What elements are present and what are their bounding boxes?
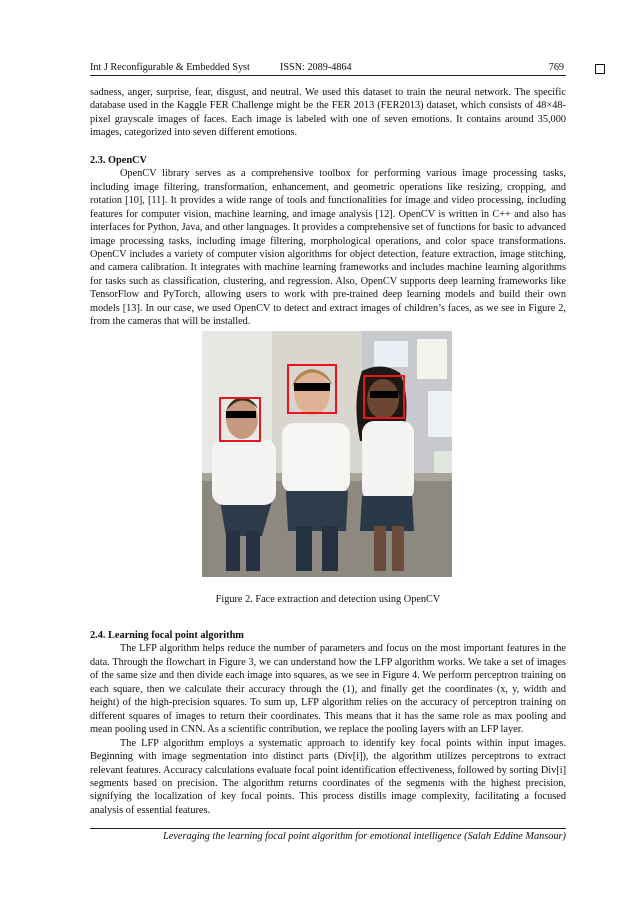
paragraph-lfp-2: The LFP algorithm employs a systematic approach to identify key focal points within input images. Beginning with image segmentation into distinct parts (Div[i]), the algorithm utilizes perceptrons to extract relevant features. Accuracy calculations evaluate focal point identification effectiveness, followed by sorting Div[i] segments based on precision. The algorithm returns coordinates of the segments with the highest precision, signifying the localization of key focal points. This process distills image complexity, facilitating a focused analysis of essential features. xyxy=(90,737,566,816)
section-heading-opencv: 2.3. OpenCV xyxy=(90,154,147,166)
body-text-top xyxy=(90,86,566,329)
figure-2-photo xyxy=(202,331,452,577)
running-footer: Leveraging the learning focal point algorithm for emotional intelligence (Salah Eddine Mansour) xyxy=(163,831,566,842)
header-rule xyxy=(90,75,566,76)
children-face-detection-image xyxy=(202,331,452,577)
checkbox-square-icon xyxy=(595,64,605,74)
eye-censor-bar-right xyxy=(370,391,398,398)
page-number: 769 xyxy=(548,62,564,73)
eye-censor-bar-left xyxy=(226,411,256,418)
paragraph-lfp-1: The LFP algorithm helps reduce the number of parameters and focus on the most important features in the data. Through the flowchart in Figure 3, we can understand how the LFP algorithm works. We take a set of images of the same size and then divide each image into squares, as we see in Figure 4. We perform perceptron training on each square, then we calculate their accuracy through the (1), and finally get the coordinates (x, y, width and height) of the high-precision squares. To sum up, LFP algorithm relies on the accuracy of perceptron training on different squares of images to return their coordinates. This means that it has the same role as max pooling and mean pooling used in CNN. As a scientific contribution, we replace the pooling layers with an LFP layer. xyxy=(90,643,566,736)
figure-caption: Figure 2. Face extraction and detection using OpenCV xyxy=(215,594,441,605)
eye-censor-bar-middle xyxy=(294,383,330,391)
journal-name: Int J Reconfigurable & Embedded Syst xyxy=(90,62,250,73)
issn: ISSN: 2089-4864 xyxy=(280,62,352,73)
body-text-section-2-4 xyxy=(90,629,566,817)
section-heading-lfp: 2.4. Learning focal point algorithm xyxy=(90,630,244,641)
running-header xyxy=(90,61,566,75)
footer-rule xyxy=(90,828,566,829)
paragraph-top: sadness, anger, surprise, fear, disgust, and neutral. We used this dataset to train the neural network. The specific database used in the Kaggle FER Challenge might be the FER 2013 (FER2013) dataset, which consists of 48×48-pixel grayscale images of faces. Each image is labeled with one of seven emotions. It contains around 35,000 images, categorized into seven different emotions. xyxy=(90,87,566,139)
paragraph-opencv: OpenCV library serves as a comprehensive toolbox for performing various image processing tasks, including image filtering, transformation, enhancement, and geometric operations like resizing, cropping, and rotation [10], [11]. It provides a wide range of tools and functionalities for image and video processing, including features for computer vision, machine learning, and image analysis [12]. OpenCV is written in C++ and also has interfaces for Python, Java, and other languages. It provides a comprehensive set of functions for basic to advanced image processing tasks, including image filtering, morphological operations, and color space transformations. OpenCV includes a variety of computer vision algorithms for object detection, feature extraction, image stitching, and camera calibration. It integrates with machine learning frameworks and includes machine learning algorithms for tasks such as classification, clustering, and regression. Also, OpenCV supports deep learning frameworks like TensorFlow and PyTorch, allowing users to work with pre-trained deep learning models and build their own models [13]. In our case, we used OpenCV to detect and extract images of children’s faces, as we see in Figure 2, from the cameras that will be installed. xyxy=(90,168,566,328)
